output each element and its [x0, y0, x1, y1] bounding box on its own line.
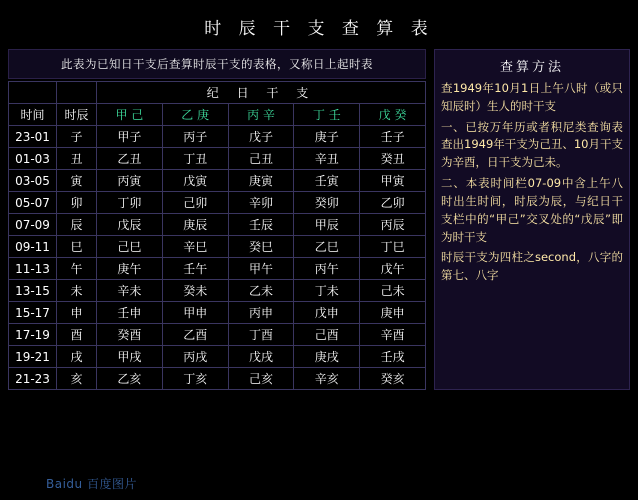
cell-value: 丙辰: [360, 214, 426, 236]
cell-value: 辛巳: [162, 236, 228, 258]
cell-value: 庚午: [97, 258, 163, 280]
table-row: [9, 148, 426, 170]
table-row: [9, 214, 426, 236]
cell-value: 丙午: [294, 258, 360, 280]
method-panel-title: 查算方法: [499, 60, 564, 75]
band-header-label: 纪 日 干 支: [97, 82, 426, 104]
header-group-jiaji: 甲 己: [97, 104, 163, 126]
method-panel-body: [441, 80, 623, 285]
table-row: [9, 302, 426, 324]
cell-branch: 辰: [57, 214, 97, 236]
cell-value: 己未: [360, 280, 426, 302]
cell-value: 庚辰: [162, 214, 228, 236]
cell-value: 己酉: [294, 324, 360, 346]
cell-value: 乙酉: [162, 324, 228, 346]
cell-value: 癸卯: [294, 192, 360, 214]
header-time: 时间: [9, 104, 57, 126]
cell-time: 15-17: [9, 302, 57, 324]
cell-value: 壬寅: [294, 170, 360, 192]
watermark: Baidu 百度图片: [46, 477, 137, 491]
cell-value: 辛亥: [294, 368, 360, 390]
table-row: [9, 368, 426, 390]
cell-branch: 丑: [57, 148, 97, 170]
table-row: [9, 236, 426, 258]
cell-value: 丁亥: [162, 368, 228, 390]
note-banner: 此表为已知日干支后查算时辰干支的表格，又称日上起时表: [8, 49, 426, 79]
cell-value: 辛未: [97, 280, 163, 302]
cell-value: 癸未: [162, 280, 228, 302]
hour-stem-branch-table: [8, 81, 426, 390]
cell-value: 丁丑: [162, 148, 228, 170]
cell-value: 丙申: [228, 302, 294, 324]
cell-value: 甲辰: [294, 214, 360, 236]
cell-value: 己巳: [97, 236, 163, 258]
band-header-spacer-2: [57, 82, 97, 104]
cell-branch: 申: [57, 302, 97, 324]
cell-time: 11-13: [9, 258, 57, 280]
cell-value: 乙亥: [97, 368, 163, 390]
cell-value: 乙卯: [360, 192, 426, 214]
table-row: [9, 280, 426, 302]
table-row: [9, 170, 426, 192]
cell-value: 癸酉: [97, 324, 163, 346]
cell-value: 壬戌: [360, 346, 426, 368]
cell-branch: 戌: [57, 346, 97, 368]
cell-time: 07-09: [9, 214, 57, 236]
cell-value: 甲子: [97, 126, 163, 148]
cell-value: 庚戌: [294, 346, 360, 368]
content-area: [0, 49, 638, 390]
cell-time: 13-15: [9, 280, 57, 302]
cell-value: 己卯: [162, 192, 228, 214]
cell-value: 壬午: [162, 258, 228, 280]
cell-value: 庚申: [360, 302, 426, 324]
table-row: [9, 346, 426, 368]
header-group-yigeng: 乙 庚: [162, 104, 228, 126]
method-paragraph: 二、本表时间栏07-09中含上午八时出生时间，时辰为辰，与纪日干支栏中的“甲己”交叉处的“戊辰”即为时干支: [441, 176, 623, 244]
method-paragraph: 一、已按万年历或者积尼类查询表查出1949年干支为己丑、10月干支为辛酉，日干支为己未。: [441, 119, 623, 170]
cell-value: 丙寅: [97, 170, 163, 192]
cell-branch: 亥: [57, 368, 97, 390]
cell-time: 05-07: [9, 192, 57, 214]
cell-value: 戊子: [228, 126, 294, 148]
table-row: [9, 192, 426, 214]
cell-branch: 寅: [57, 170, 97, 192]
cell-value: 壬申: [97, 302, 163, 324]
cell-value: 戊戌: [228, 346, 294, 368]
cell-value: 己亥: [228, 368, 294, 390]
cell-value: 庚寅: [228, 170, 294, 192]
cell-value: 辛丑: [294, 148, 360, 170]
cell-value: 辛酉: [360, 324, 426, 346]
page-title: 时 辰 干 支 查 算 表: [204, 19, 434, 39]
header-group-bingxin: 丙 辛: [228, 104, 294, 126]
cell-value: 丁巳: [360, 236, 426, 258]
cell-time: 23-01: [9, 126, 57, 148]
table-column: [8, 49, 426, 390]
cell-value: 甲戌: [97, 346, 163, 368]
cell-value: 甲寅: [360, 170, 426, 192]
cell-branch: 子: [57, 126, 97, 148]
cell-value: 戊辰: [97, 214, 163, 236]
table-row: [9, 324, 426, 346]
cell-value: 乙丑: [97, 148, 163, 170]
cell-time: 21-23: [9, 368, 57, 390]
table-band-header-row: [9, 82, 426, 104]
cell-value: 乙巳: [294, 236, 360, 258]
cell-time: 03-05: [9, 170, 57, 192]
cell-branch: 酉: [57, 324, 97, 346]
table-header-row: [9, 104, 426, 126]
cell-value: 癸丑: [360, 148, 426, 170]
table-row: [9, 258, 426, 280]
cell-branch: 巳: [57, 236, 97, 258]
header-group-dingren: 丁 壬: [294, 104, 360, 126]
cell-value: 庚子: [294, 126, 360, 148]
cell-value: 乙未: [228, 280, 294, 302]
cell-time: 01-03: [9, 148, 57, 170]
cell-value: 戊申: [294, 302, 360, 324]
cell-time: 17-19: [9, 324, 57, 346]
header-branch: 时辰: [57, 104, 97, 126]
cell-value: 丁酉: [228, 324, 294, 346]
cell-branch: 卯: [57, 192, 97, 214]
method-paragraph: 查1949年10月1日上午八时（或只知辰时）生人的时干支: [441, 81, 623, 113]
cell-value: 癸亥: [360, 368, 426, 390]
cell-value: 丁未: [294, 280, 360, 302]
cell-value: 甲午: [228, 258, 294, 280]
table-row: [9, 126, 426, 148]
method-paragraph: 时辰干支为四柱之second，八字的第七、八字: [441, 250, 623, 283]
cell-time: 19-21: [9, 346, 57, 368]
cell-value: 丙子: [162, 126, 228, 148]
band-header-spacer-1: [9, 82, 57, 104]
cell-value: 己丑: [228, 148, 294, 170]
cell-value: 甲申: [162, 302, 228, 324]
header-group-wugui: 戊 癸: [360, 104, 426, 126]
cell-value: 戊午: [360, 258, 426, 280]
cell-value: 癸巳: [228, 236, 294, 258]
cell-time: 09-11: [9, 236, 57, 258]
cell-value: 壬辰: [228, 214, 294, 236]
cell-value: 戊寅: [162, 170, 228, 192]
cell-value: 壬子: [360, 126, 426, 148]
cell-value: 丙戌: [162, 346, 228, 368]
method-panel: [434, 49, 630, 390]
cell-branch: 午: [57, 258, 97, 280]
cell-value: 辛卯: [228, 192, 294, 214]
cell-value: 丁卯: [97, 192, 163, 214]
cell-branch: 未: [57, 280, 97, 302]
